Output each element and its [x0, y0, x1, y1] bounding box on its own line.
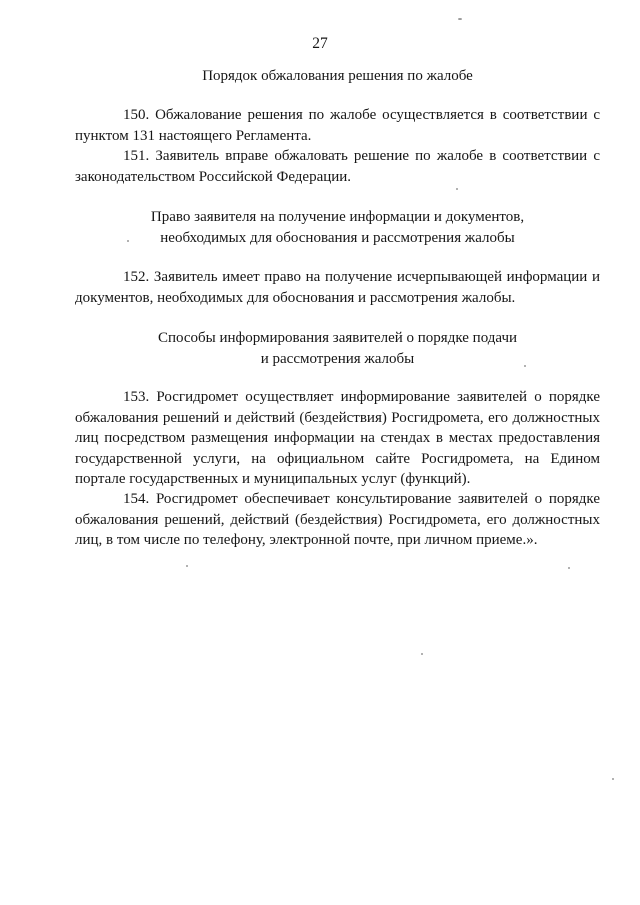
heading-line: Право заявителя на получение информации и документов, — [150, 209, 525, 225]
heading-line: и рассмотрения жалобы — [260, 350, 415, 367]
section-heading-appeal-procedure — [75, 66, 600, 87]
scan-speck — [456, 188, 458, 190]
scan-speck — [568, 567, 570, 569]
scan-speck — [127, 240, 129, 242]
scan-speck — [612, 778, 614, 780]
scan-speck — [186, 565, 188, 567]
scan-speck — [421, 653, 423, 655]
paragraph-152: 152. Заявитель имеет право на получение исчерпывающей информации и документов, необходимых для обоснования и рассмотрения жалобы. — [75, 269, 600, 306]
heading-line: Порядок обжалования решения по жалобе — [202, 68, 473, 84]
scan-speck — [458, 18, 462, 20]
scan-speck — [524, 365, 526, 367]
paragraph-151: 151. Заявитель вправе обжаловать решение по жалобе в соответствии с законодательством Российской Федерации. — [75, 148, 600, 185]
page-number: 27 — [312, 35, 328, 52]
paragraph-153: 153. Росгидромет осуществляет информирование заявителей о порядке обжалования решений и действий (бездействия) Росгидромета, его должностных лиц посредством размещения информации на стендах в местах предоставления государственной услуги, на официальном сайте Росгидромета, на Едином портале государственных и муниципальных услуг (функций). — [75, 389, 600, 487]
heading-line: Способы информирования заявителей о порядке подачи — [157, 330, 518, 346]
section-heading-informing-methods — [75, 328, 600, 369]
paragraph-150: 150. Обжалование решения по жалобе осуществляется в соответствии с пунктом 131 настоящего Регламента. — [75, 107, 600, 144]
section-heading-right-to-information — [75, 207, 600, 248]
paragraph-154: 154. Росгидромет обеспечивает консультирование заявителей о порядке обжалования решений, действий (бездействия) Росгидромета, его должностных лиц, в том числе по телефону, электронной почте, при личном приеме.». — [75, 491, 600, 548]
heading-line: необходимых для обоснования и рассмотрения жалобы — [160, 229, 515, 246]
